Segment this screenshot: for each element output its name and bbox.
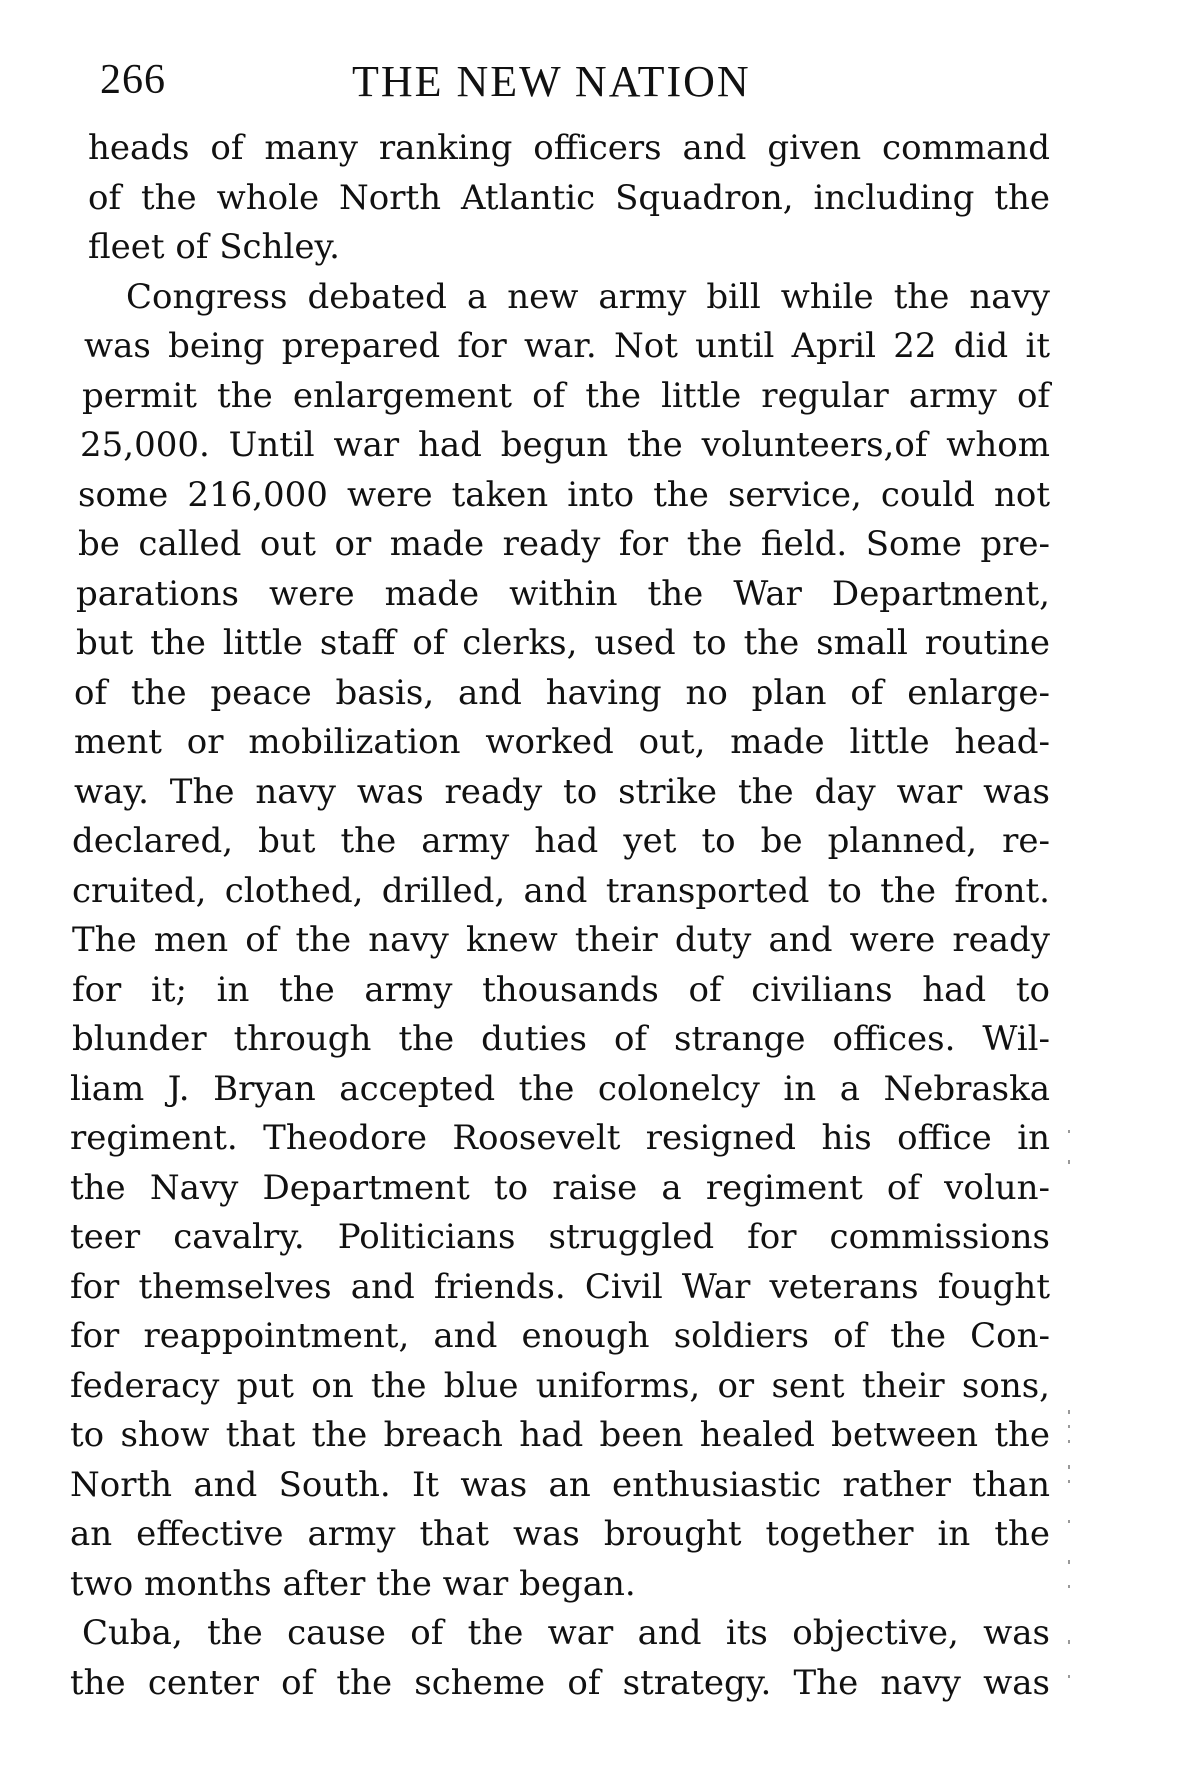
text-line: permit the enlargement of the little regular army of [82, 375, 1050, 416]
text-line: for themselves and friends. Civil War veterans fought [70, 1266, 1050, 1307]
text-line: federacy put on the blue uniforms, or sent their sons, [70, 1365, 1050, 1406]
body-text [70, 124, 1050, 1708]
text-line: some 216,000 were taken into the service, could not [78, 474, 1050, 515]
scan-speck [1068, 1675, 1070, 1678]
text-line: fleet of Schley. [88, 227, 340, 267]
text-line: of the peace basis, and having no plan of enlarge- [74, 672, 1050, 713]
scan-speck [1068, 1480, 1070, 1483]
scan-speck [1068, 1440, 1070, 1443]
text-line: be called out or made ready for the field. Some pre- [78, 524, 1050, 564]
paragraph-start-line: Cuba, the cause of the war and its objective, was [82, 1613, 1050, 1653]
scan-speck [1068, 1520, 1070, 1523]
text-line: way. The navy was ready to strike the day war was [74, 771, 1050, 812]
text-line: to show that the breach had been healed between the [70, 1415, 1050, 1455]
text-line: two months after the war began. [70, 1563, 636, 1604]
scan-speck [1068, 1585, 1070, 1588]
scan-speck [1068, 1160, 1070, 1164]
running-title: THE NEW NATION [352, 57, 751, 106]
scan-speck [1068, 1640, 1070, 1644]
text-line: heads of many ranking officers and given command [88, 128, 1050, 168]
text-line: of the whole North Atlantic Squadron, including the [88, 177, 1050, 218]
text-line: cruited, clothed, drilled, and transported to the front. [72, 870, 1050, 911]
scan-speck [1068, 1410, 1070, 1414]
scan-speck [1068, 1130, 1070, 1133]
text-line: regiment. Theodore Roosevelt resigned his office in [70, 1118, 1050, 1158]
scan-speck [1068, 1425, 1070, 1428]
text-line: an effective army that was brought together in the [70, 1514, 1050, 1554]
page-number: 266 [100, 57, 166, 103]
text-line: but the little staff of clerks, used to the small routine [76, 623, 1050, 663]
text-line: liam J. Bryan accepted the colonelcy in a Nebraska [70, 1068, 1050, 1109]
text-line: was being prepared for war. Not until April 22 did it [84, 326, 1050, 366]
text-line: The men of the navy knew their duty and were ready [72, 920, 1050, 960]
scan-speck [1068, 1465, 1070, 1469]
text-line: the center of the scheme of strategy. The navy was [70, 1662, 1050, 1703]
text-line: for it; in the army thousands of civilians had to [72, 969, 1050, 1010]
scan-speck [1068, 1560, 1070, 1564]
text-line: the Navy Department to raise a regiment of volun- [70, 1167, 1050, 1208]
text-line: for reappointment, and enough soldiers of the Con- [70, 1316, 1050, 1356]
running-head [100, 56, 1050, 116]
text-line: teer cavalry. Politicians struggled for commissions [70, 1217, 1050, 1257]
text-line: parations were made within the War Department, [76, 573, 1050, 614]
text-line: declared, but the army had yet to be planned, re- [72, 821, 1050, 861]
text-line: North and South. It was an enthusiastic rather than [70, 1464, 1050, 1505]
text-line: ment or mobilization worked out, made little head- [74, 722, 1050, 762]
text-line: 25,000. Until war had begun the volunteers,of whom [80, 425, 1050, 465]
text-line: blunder through the duties of strange offices. Wil- [72, 1019, 1050, 1059]
paragraph-start-line: Congress debated a new army bill while the navy [126, 276, 1050, 317]
